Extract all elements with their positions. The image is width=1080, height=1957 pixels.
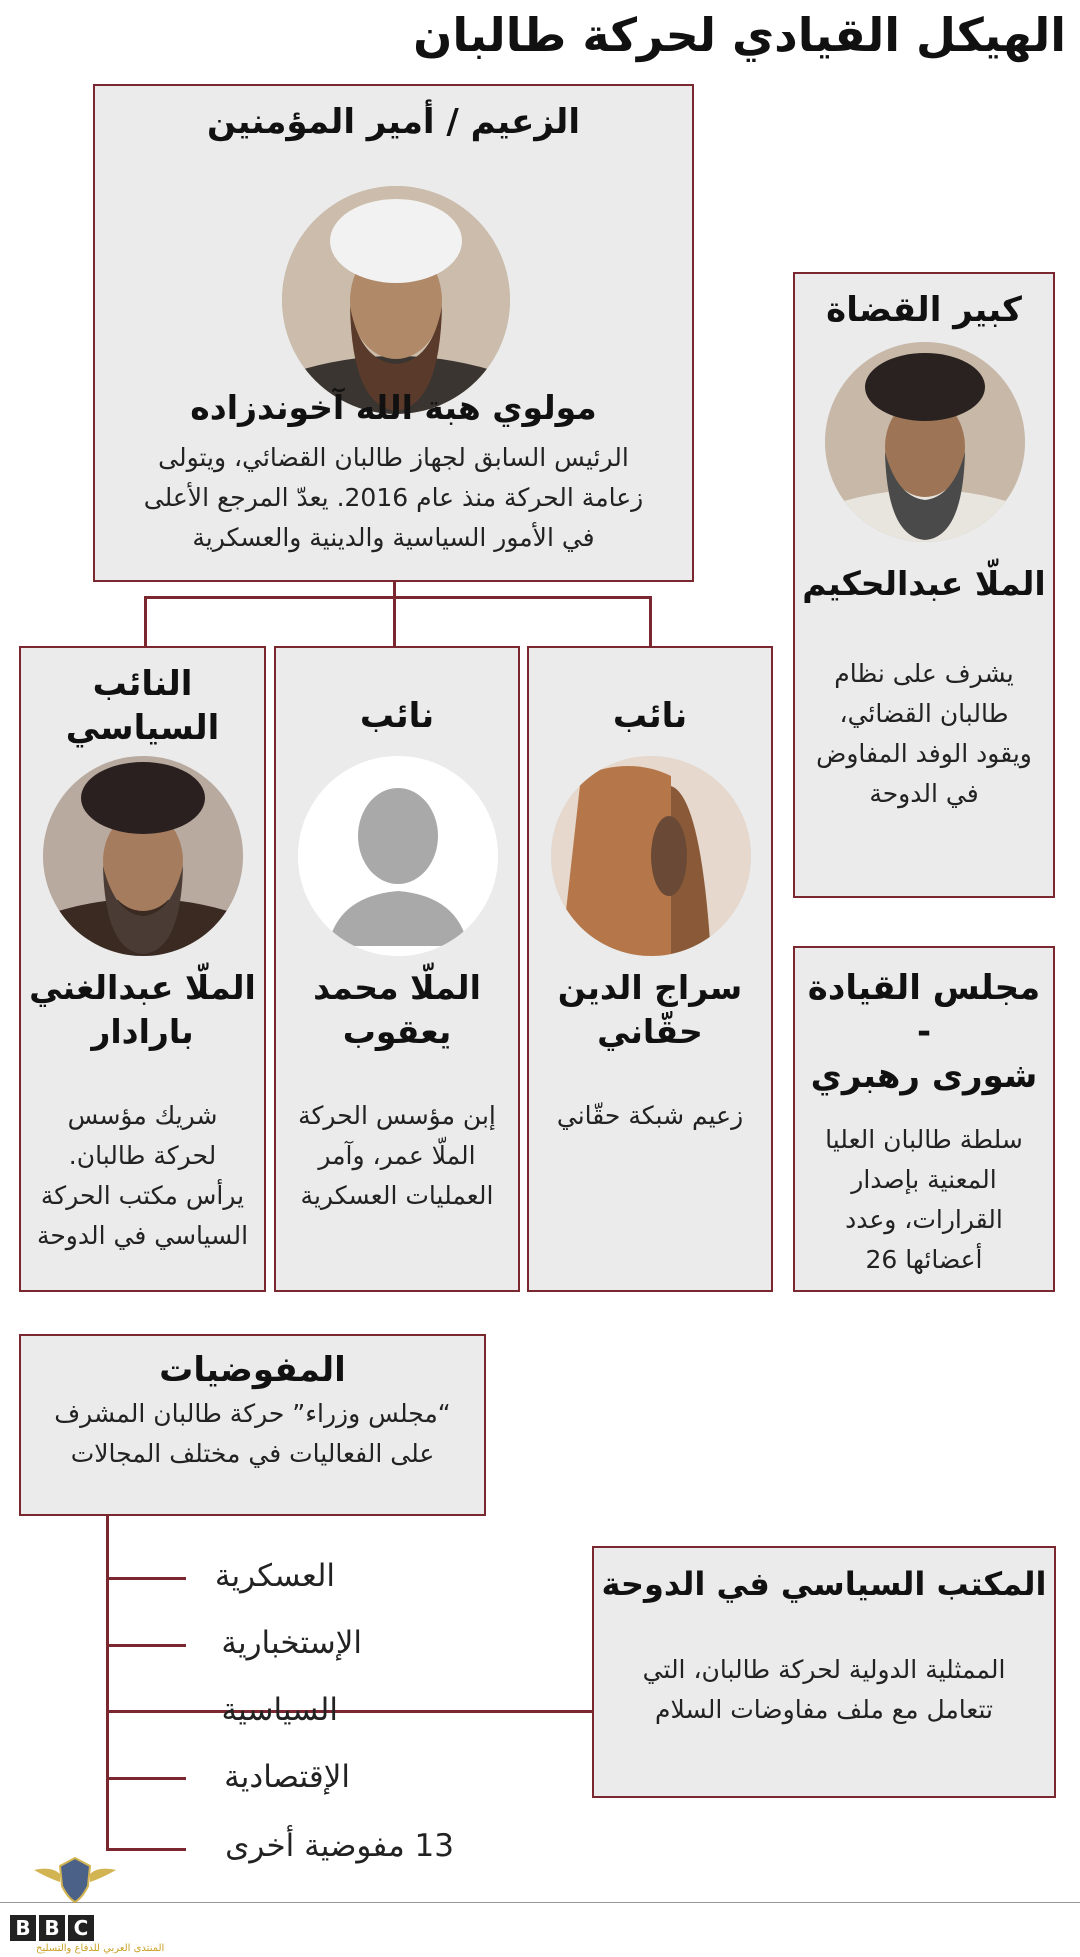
commission-military: العسكرية bbox=[214, 1558, 335, 1594]
deputy-haqqani-name bbox=[529, 966, 771, 1054]
deputy-yaqoob-desc-line: الملّا عمر، وآمر bbox=[318, 1141, 476, 1170]
deputy-political-photo bbox=[43, 756, 243, 956]
watermark-emblem-icon bbox=[30, 1852, 120, 1912]
bbc-letter: C bbox=[68, 1915, 94, 1941]
chief-justice-desc-line: طالبان القضائي، bbox=[839, 699, 1009, 728]
deputy-political-desc-line: يرأس مكتب الحركة bbox=[40, 1181, 245, 1210]
leader-desc-line: زعامة الحركة منذ عام 2016. يعدّ المرجع الأعلى bbox=[143, 483, 644, 512]
deputy-political-desc-line: شريك مؤسس bbox=[67, 1101, 218, 1130]
commissions-tree-trunk bbox=[106, 1516, 109, 1850]
deputy-connector-2 bbox=[393, 596, 396, 646]
deputy-political-heading: النائب bbox=[92, 664, 193, 704]
deputy-political-heading: السياسي bbox=[65, 708, 220, 748]
deputies-connector-horizontal bbox=[144, 596, 652, 599]
deputy-haqqani-photo bbox=[551, 756, 751, 956]
footer-divider bbox=[0, 1902, 1080, 1903]
deputy-haqqani-desc-line: زعيم شبكة حقّاني bbox=[556, 1101, 744, 1130]
deputy-box-political bbox=[19, 646, 266, 1292]
bbc-letter: B bbox=[10, 1915, 36, 1941]
deputy-haqqani-heading: نائب bbox=[612, 696, 688, 736]
deputy-haqqani-desc bbox=[529, 1096, 771, 1136]
commissions-box bbox=[19, 1334, 486, 1516]
doha-office-desc-line: تتعامل مع ملف مفاوضات السلام bbox=[655, 1695, 993, 1724]
commissions-heading: المفوضيات bbox=[159, 1350, 346, 1390]
leader-desc-line: في الأمور السياسية والدينية والعسكرية bbox=[192, 523, 595, 552]
deputy-yaqoob-heading: نائب bbox=[359, 696, 435, 736]
leader-name: مولوي هبة الله آخوندزاده bbox=[190, 388, 597, 427]
council-desc-line: أعضائها 26 bbox=[865, 1245, 983, 1274]
deputy-yaqoob-name-line: يعقوب bbox=[342, 1012, 452, 1051]
chief-justice-box bbox=[793, 272, 1055, 898]
chief-justice-desc bbox=[795, 654, 1053, 814]
deputy-yaqoob-desc-line: إبن مؤسس الحركة bbox=[298, 1101, 496, 1130]
deputy-yaqoob-name bbox=[276, 966, 518, 1054]
council-desc-line: القرارات، وعدد bbox=[845, 1205, 1003, 1234]
leader-desc bbox=[95, 438, 692, 558]
chief-justice-desc-line: ويقود الوفد المفاوض bbox=[816, 739, 1032, 768]
page-title: الهيكل القيادي لحركة طالبان bbox=[413, 8, 1066, 62]
deputy-yaqoob-photo-placeholder bbox=[298, 756, 498, 956]
deputy-political-desc bbox=[21, 1096, 264, 1256]
chief-justice-heading: كبير القضاة bbox=[826, 290, 1022, 330]
commission-intelligence: الإستخبارية bbox=[221, 1625, 362, 1661]
commissions-branch bbox=[106, 1644, 186, 1647]
deputy-yaqoob-desc bbox=[276, 1096, 518, 1216]
deputy-political-name-line: الملّا عبدالغني bbox=[29, 968, 256, 1007]
doha-office-box bbox=[592, 1546, 1056, 1798]
chief-justice-desc-line: في الدوحة bbox=[869, 779, 979, 808]
deputy-box-haqqani bbox=[527, 646, 773, 1292]
commission-economic: الإقتصادية bbox=[224, 1759, 350, 1795]
deputy-political-desc-line: لحركة طالبان. bbox=[68, 1141, 217, 1170]
commissions-desc-line: “مجلس وزراء” حركة طالبان المشرف bbox=[54, 1399, 451, 1428]
council-desc-line: سلطة طالبان العليا bbox=[825, 1125, 1023, 1154]
deputy-yaqoob-desc-line: العمليات العسكرية bbox=[300, 1181, 494, 1210]
leader-heading: الزعيم / أمير المؤمنين bbox=[207, 102, 580, 142]
commissions-branch bbox=[106, 1777, 186, 1780]
leader-photo bbox=[282, 186, 510, 414]
deputy-connector-1 bbox=[144, 596, 147, 646]
leadership-council-box bbox=[793, 946, 1055, 1292]
deputy-box-yaqoob bbox=[274, 646, 520, 1292]
commission-political: السياسية bbox=[221, 1692, 338, 1728]
council-desc bbox=[795, 1120, 1053, 1280]
deputy-political-name bbox=[21, 966, 264, 1054]
chief-justice-name: الملّا عبدالحكيم bbox=[802, 564, 1046, 603]
commissions-branch bbox=[106, 1577, 186, 1580]
leader-box bbox=[93, 84, 694, 582]
doha-office-heading: المكتب السياسي في الدوحة bbox=[601, 1565, 1047, 1603]
deputy-haqqani-name-line: حقّاني bbox=[597, 1012, 703, 1051]
commissions-branch bbox=[106, 1848, 186, 1851]
commissions-desc-line: على الفعاليات في مختلف المجالات bbox=[70, 1439, 435, 1468]
deputy-yaqoob-name-line: الملّا محمد bbox=[313, 968, 481, 1007]
leader-desc-line: الرئيس السابق لجهاز طالبان القضائي، ويتولى bbox=[158, 443, 629, 472]
deputy-haqqani-name-line: سراج الدين bbox=[557, 968, 743, 1007]
deputy-connector-3 bbox=[649, 596, 652, 646]
deputy-political-name-line: بارادار bbox=[91, 1012, 194, 1051]
bbc-logo bbox=[10, 1915, 94, 1941]
council-desc-line: المعنية بإصدار bbox=[851, 1165, 997, 1194]
watermark-text: المنتدى العربي للدفاع والتسليح bbox=[36, 1943, 165, 1954]
doha-office-desc bbox=[594, 1650, 1054, 1730]
council-heading: مجلس القيادة - bbox=[807, 968, 1041, 1052]
chief-justice-photo bbox=[825, 342, 1025, 542]
deputy-political-desc-line: السياسي في الدوحة bbox=[36, 1221, 249, 1250]
chief-justice-desc-line: يشرف على نظام bbox=[834, 659, 1014, 688]
doha-office-desc-line: الممثلية الدولية لحركة طالبان، التي bbox=[642, 1655, 1006, 1684]
bbc-letter: B bbox=[39, 1915, 65, 1941]
commissions-branch bbox=[106, 1710, 592, 1713]
council-heading: شورى رهبري bbox=[810, 1056, 1038, 1096]
commission-others: 13 مفوضية أخرى bbox=[225, 1828, 454, 1864]
